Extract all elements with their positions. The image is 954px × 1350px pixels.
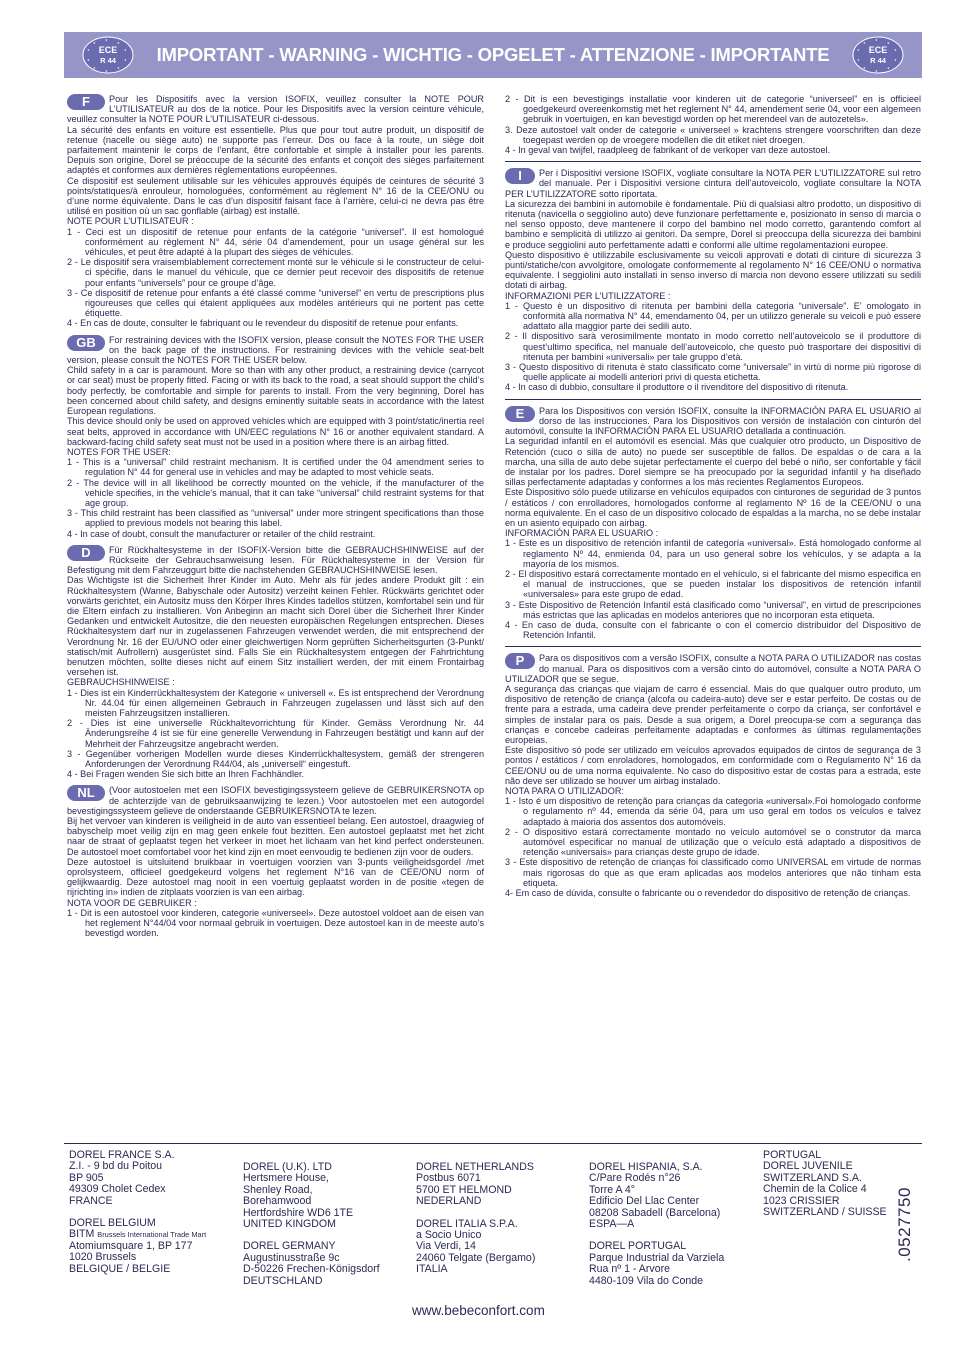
address-line: 4480-109 Vila do Conde	[589, 1274, 704, 1287]
svg-text:★: ★	[105, 38, 108, 42]
svg-text:★: ★	[875, 38, 878, 42]
address-line: DOREL (U.K). LTD	[243, 1161, 332, 1173]
list-item: 3 - Este dispositivo de retenção de crianças foi classificado como UNIVERSAL em virtude de normas mais rigorosas do que as que eram aplicadas aos modelos anteriores que não tinham esta etiqueta.	[505, 857, 921, 888]
svg-text:★: ★	[894, 48, 897, 52]
address-line: C/Pare Rodés n°26	[589, 1172, 681, 1185]
document-reference: .0527750	[895, 1187, 914, 1262]
ece-badge-line2: R 44	[870, 56, 886, 65]
address-line: Postbus 6071	[416, 1172, 481, 1185]
list-item: 1 - Dies ist ein Kinderrückhaltesystem der Kategorie « universell «. Es ist entsprechend der Verordnung Nr. 44.04 für einen allgemeinen Gebrauch in Fahrzeugen zugelassen und lässt sich auf den meisten Fahrzeugsitzen installieren.	[67, 687, 484, 718]
list-item: 1 - This is a “universal” child restraint mechanism. It is certified under the 04 amendment series to regulation N° 44 for general use in vehicles and may be adapted to most vehicle seats.	[67, 457, 484, 478]
section-paragraph: La seguridad infantil en el automóvil es esencial. Más que cualquier otro producto, un Dispositivo de Retención (cuco o silla de auto) no puede ser susceptible de fallos. De espaldas o de cara a la marcha, una silla de auto debe sujetar perfectamente el cuerpo del bebé o niño, ser confortable y fácil de instalar por los padres. Dorel siempre se ha preocupado por la seguridad infantil y ha diseñado sillas perfectamente adaptadas y conformes a los más recientes Reglamentos Europeos.	[505, 436, 921, 488]
list-item: 3 - This child restraint has been classified as “universal” under more stringent specifications than those applied to previous models not bearing this label.	[67, 508, 484, 529]
language-badge-gb: GB	[67, 335, 105, 351]
list-item: 3 - Questo dispositivo di ritenuta è stato classificato come “universale” in virtù di norme più rigorose di quelle applicate ai modelli anteriori privi di questa etichetta.	[505, 362, 921, 383]
address-line: UNITED KINGDOM	[243, 1218, 336, 1231]
section-paragraph: La sicurezza dei bambini in automobile è fondamentale. Più di qualsiasi altro prodotto, un dispositivo di ritenuta (navicella o seggiolino auto) deve funzionare perfettamente e, posizionato in senso di marcia o nel senso opposto, deve mantenere il corpo del bambino nel modo corretto, garantendo comfort al bambino e semplicità di utilizzo ai genitori. Da sempre, Dorel si preoccupa della sicurezza dei bambini e produce seggiolini auto perfettamente adatti e conformi alle ultime regolamentazioni europee.	[505, 198, 921, 250]
list-item: 2 - Dies ist eine universelle Rückhaltevorrichtung für Kinder. Gemäss Verordnung Nr. 44 Änderungsreihe 4 ist sie für eine generelle Verwendung in Fahrzeugen bestätigt und kann auf der Mehrheit der Fahrzeugsitze angebracht werden.	[67, 718, 484, 749]
svg-text:★: ★	[887, 66, 890, 70]
svg-text:★: ★	[857, 58, 860, 62]
language-badge-pt: P	[505, 653, 535, 669]
list-item: 3 - Gegenüber vorherigen Modellen wurde dieses Kinderrückhaltesystem, gemäß der strengeren Anforderungen der Verordnung R44/04, als „universell“ eingestuft.	[67, 748, 484, 769]
address-bitm-small: Brussels International Trade Mart	[97, 1230, 207, 1240]
address-line: a Socio Unico	[416, 1229, 482, 1242]
page-title: IMPORTANT - WARNING - WICHTIG - OPGELET - ATTENZIONE - IMPORTANTE	[156, 44, 830, 65]
address-line: Chemin de la Colice 4	[763, 1183, 867, 1196]
address-bitm: BITM	[69, 1228, 95, 1241]
section-intro: Für Rückhaltesysteme in der ISOFIX-Version bitte die GEBRAUCHSHINWEISE auf der Rückseite der Gebrauchsanweisung lesen. Für Rückhaltesysteme in der Version für Befestigung mit dem Fahrzeuggurt bitte die nachstehenden GEBRAUCHSHINWEISE lesen.	[67, 544, 484, 576]
section-divider	[505, 399, 921, 400]
address-line: Parque Industrial da Varziela	[589, 1251, 725, 1264]
ece-badge-line1: ECE	[98, 45, 118, 55]
list-item: 2 - O dispositivo estará correctamente montado no veículo automóvel se o construtor da marca automóvel especificar no manual de utilização que o veículo está adaptado a dispositivos de retenção «universais» para crianças deste grupo de idade.	[505, 826, 921, 858]
section-de	[67, 545, 484, 780]
right-column	[505, 94, 921, 904]
website-link[interactable]: www.bebeconfort.com	[412, 1303, 545, 1318]
list-item: 4 - En cas de doute, consulter le fabriquant ou le revendeur du dispositif de retenue pour enfants.	[67, 318, 459, 329]
svg-text:★: ★	[93, 66, 96, 70]
section-nl	[67, 785, 484, 938]
svg-text:★: ★	[117, 66, 120, 70]
address-block-switzerland	[763, 1150, 913, 1218]
address-line: 49309 Cholet Cedex	[69, 1183, 166, 1196]
list-item: 4 - Bei Fragen wenden Sie sich bitte an Ihren Fachhändler.	[67, 769, 305, 780]
list-item: 3. Deze autostoel valt onder de categorie « universeel » krachtens strengere voorschriften dan deze toegepast werden op de vroegere modellen die dit etiket niet droegen.	[505, 124, 921, 145]
list-item: 4 - En caso de duda, consulte con el fabricante o con el comercio distribuidor del Dispositivo de Retención Infantil.	[505, 619, 921, 641]
address-line: NEDERLAND	[416, 1195, 482, 1208]
section-paragraph: Este dispositivo só pode ser utilizado em veículos aprovados equipados de cintos de segurança de 3 pontos / estáticos / com enroladores, homologados, em conformidade com o Regulamento N° 16 da CEE/ONU ou de uma norma equivalente. No caso do dispositivo estar de costas para a estrada, este não deve ser utilizado se houver um airbag instalado.	[505, 745, 921, 786]
svg-text:★: ★	[124, 58, 127, 62]
address-line: BP 905	[69, 1171, 104, 1184]
address-line: DOREL HISPANIA, S.A.	[589, 1161, 703, 1173]
address-line: Via Verdi, 14	[416, 1240, 476, 1253]
section-heading: NOTE POUR L’UTILISATEUR :	[67, 216, 194, 227]
address-line: Rua nº 1 - Arvore	[589, 1263, 671, 1276]
svg-text:★: ★	[124, 48, 127, 52]
address-line: Borehamwood	[243, 1195, 312, 1208]
list-item: 2 - Il dispositivo sarà verosimilmente montato in modo corretto nell’autoveicolo se il produttore di quest’ultimo specifica, nel manuale dell’autoveicolo, che questo può trasportare dei dispositivi di ritenuta per bambini «universali» per tale gruppo d’età.	[505, 331, 921, 362]
address-line: Z.I. - 9 bd du Poitou	[69, 1160, 163, 1173]
address-line: Augustinusstraße 9c	[243, 1251, 340, 1264]
language-badge-es: E	[505, 406, 535, 422]
address-line: 24060 Telgate (Bergamo)	[416, 1251, 536, 1264]
ece-r44-badge-icon	[82, 36, 134, 74]
list-item: 1 - Dit is een autostoel voor kinderen, categorie «universeel». Deze autostoel voldoet aan de eisen van het reglement N°44/04 voor normaal gebruik in voertuigen. Deze autostoel kan in de meeste auto’s bevestigd worden.	[67, 907, 484, 939]
list-item: 2 - The device will in all likelihood be correctly mounted on the vehicle, if the manufacturer of the vehicle specifies, in the vehicle’s manual, that it can take “universal” child restraint systems for that age group.	[67, 477, 484, 508]
address-line: DEUTSCHLAND	[243, 1274, 323, 1287]
language-badge-fr: F	[67, 94, 105, 110]
address-line: DOREL BELGIUM	[69, 1217, 156, 1230]
section-intro: Pour les Dispositifs avec la version ISOFIX, veuillez consulter la NOTE POUR L’UTILISATEUR au dos de la notice. Pour les Dispositifs avec la version ceinture véhicule, veuillez consulter la NOTE POUR L’UTILISATEUR ci-dessous.	[67, 94, 484, 125]
section-fr	[67, 94, 484, 329]
list-item: 3 - Ce dispositif de retenue pour enfants a été classé comme “universel” en vertu de prescriptions plus rigoureuses que celles qui étaient appliquées aux modèles antérieurs qui ne portent pas cette étiquette.	[67, 287, 484, 319]
section-heading: NOTA PARA O UTILIZADOR:	[505, 786, 624, 796]
section-it	[505, 168, 921, 392]
section-heading: NOTES FOR THE USER:	[67, 446, 171, 457]
list-item: 2 - El dispositivo estará correctamente montado en el vehículo, si el fabricante del mismo especifica en el manual de instrucciones, que se pueden instalar los dispositivos de retención infantil «universales» para este grupo de edad.	[505, 568, 921, 600]
section-heading: INFORMACIÓN PARA EL USUARIO :	[505, 528, 659, 539]
list-item: 1 - Isto é um dispositivo de retenção para crianças da categoria «universal».Foi homologado conforme o regulamento nº 44, emenda da série 04, para um uso geral em todos os veículos e talvez adaptado à maioria dos assentos dos automóveis.	[505, 796, 921, 827]
address-line: Hertsmere House,	[243, 1172, 329, 1185]
language-badge-it: I	[505, 168, 535, 184]
section-paragraph: Ce dispositif est seulement utilisable sur les véhicules approuvés équipés de ceintures de sécurité 3 points/statiques/à enrouleur, homologuées, conformément au règlement N° 16 de la CEE/ONU ou d’une norme équivalente. Dans le cas d’un dispositif faisant face à l’arrière, celui-ci ne devra pas être utilisé en position où un sac gonflable (airbag) est installé.	[67, 175, 484, 217]
address-line: DOREL PORTUGAL	[589, 1240, 687, 1253]
section-intro: (Voor autostoelen met een ISOFIX bevestigingssysteem gelieve de GEBRUIKERSNOTA op de achterzijde van de gebruiksaanwijzing te lezen.) Voor autostoelen met een autogordel bevestigingssysteem gelieve de onderstaande GEBRUIKERSNOTA te lezen.	[67, 785, 484, 816]
section-paragraph: A segurança das crianças que viajam de carro é essencial. Mais do que qualquer outro produto, um dispositivo de retenção de criança (alcofa ou cadeira-auto) deve ser e estar perfeito. De costas ou de frente para a estrada, uma cadeira deve prender perfeitamente o corpo da criança, ser confortável e simples de instalar para os pais. Desde a sua origem, a Dorel preocupa-se com a segurança das crianças e concebe cadeiras perfeitamente adaptadas e conformes às últimas regulamentações europeias.	[505, 683, 921, 745]
address-line: DOREL FRANCE S.A.	[69, 1149, 175, 1161]
address-line: SWITZERLAND S.A.	[763, 1171, 862, 1184]
list-item: 1 - Ceci est un dispositif de retenue pour enfants de la catégorie “universel”. Il est homologué conformément au règlement N° 44, série 04 d’amendement, pour un usage général sur les véhicules, et peut être adapté à la plupart des sièges de véhicules.	[67, 226, 484, 258]
address-block-netherlands-italy	[416, 1162, 586, 1276]
address-line: BELGIQUE / BELGIE	[69, 1262, 171, 1275]
section-paragraph: Bij het vervoer van kinderen is veiligheid in de auto van essentieel belang. Een autostoel, draagwieg of babyschelp moet veilig zijn en mag geen enkele fout bezitten. Een autostoel geplaatst met het zicht naar de straat of geplaatst tegen het verkeer in moet het lichaam van het kind perfect ondersteunen. De autostoel moet comfortabel voor het kind zijn en moet eenvoudig te bedienen zijn voor de ouders.	[67, 816, 484, 857]
list-item: 3 - Este Dispositivo de Retención Infantil está clasificado como “universal”, en virtud de prescripciones más estrictas que las aplicadas en modelos anteriores que no incorporan esta etiqueta.	[505, 599, 921, 620]
section-divider	[505, 646, 921, 647]
section-paragraph: Deze autostoel is uitsluitend bruikbaar in voertuigen voorzien van 3-punts veiligheidsgordel /met oprolsysteem, officieel goedgekeurd volgens het reglement N°16 van de CEE/ONU norm of gelijkwaardig. Deze autostoel mag nooit in een voertuig geplaatst worden in de positie «tegen de rijrichting in» indien de zitplaats voorzien is van een airbag.	[67, 856, 484, 898]
svg-text:★: ★	[863, 41, 866, 45]
section-nl-continued	[505, 94, 921, 155]
address-line: DOREL JUVENILE	[763, 1160, 853, 1173]
address-line: DOREL GERMANY	[243, 1240, 336, 1253]
section-gb	[67, 335, 484, 539]
address-line: 5700 ET HELMOND	[416, 1183, 512, 1196]
address-line: D-50226 Frechen-Königsdorf	[243, 1263, 380, 1276]
section-paragraph: This device should only be used on approved vehicles which are equipped with 3 point/static/inertia reel seat belts, approved in accordance with UN/EEC regulations N° 16 or another equivalent standard. A backward-facing child safety seat must not be used in a position where there is an airbag fitted.	[67, 416, 484, 447]
svg-text:★: ★	[117, 41, 120, 45]
section-heading: NOTA VOOR DE GEBRUIKER :	[67, 897, 197, 908]
section-divider	[505, 161, 921, 162]
list-item: 4 - In case of doubt, consult the manufacturer or retailer of the child restraint.	[67, 528, 376, 539]
svg-text:★: ★	[894, 58, 897, 62]
header-banner	[64, 32, 922, 78]
language-badge-nl: NL	[67, 785, 105, 801]
address-line: PORTUGAL	[763, 1149, 822, 1161]
section-paragraph: Das Wichtigste ist die Sicherheit Ihrer Kinder im Auto. Mehr als für jedes andere Produkt gilt : ein Rückhaltesystem (Wanne, Babyschale oder Autositz) verzeiht keinen Fehler. Rückwärts gerichtet oder vorwärts gerichtet, ein Autositz muss den Körper Ihres Kindes tadellos stützen, komfortabel sein und für die Eltern einfach zu installieren. Von Anbeginn an macht sich Dorel über die Sicherheit Ihrer Kinder Gedanken und entwickelt Autositze, die den neuesten europäischen Regelungen entsprechen. Dieses Rückhaltesystem darf nur in zugelassenen Fahrzeugen verwendet werden, die mit entsprechend der Verordnung Nr. 16 der EU/UNO oder einer gleichwertigen Norm geprüften Sicherheitsgurten (3-Punkt/ statisch/mit Aufrollern) ausgerüstet sind. Falls Sie ein Rückhaltesystem entgegen der Fahrtrichtung benutzen möchten, sollte dieses nicht auf einem Sitz installiert werden, der mit einem Frontairbag versehen ist.	[67, 575, 484, 678]
left-column	[67, 94, 484, 944]
section-paragraph: Este Dispositivo sólo puede utilizarse en vehículos equipados con cinturones de seguridad de 3 puntos / estáticos / con enrolladores, homologados conforme al reglamento Nº 16 de la CEE/ONU o una norma equivalente. En el caso de un dispositivo colocado de espaldas a la marcha, no se debe instalar en un asiento equipado con airbag.	[505, 487, 921, 528]
address-line: Edificio Del Llac Center	[589, 1195, 700, 1208]
svg-text:★: ★	[857, 48, 860, 52]
address-line: Atomiumsquare 1, BP 177	[69, 1239, 193, 1252]
address-line: 1020 Brussels	[69, 1251, 137, 1264]
address-line: ITALIA	[416, 1263, 448, 1276]
svg-text:★: ★	[87, 58, 90, 62]
svg-text:★: ★	[105, 69, 108, 73]
svg-text:★: ★	[93, 41, 96, 45]
section-intro: Para os dispositivos com a versão ISOFIX, consulte a NOTA PARA O UTILIZADOR nas costas do manual. Para os dispositivos com a versão cinto do automóvel, consulte a NOTA PARA O UTILIZADOR que se segue.	[505, 653, 921, 684]
list-item: 4- Em caso de dúvida, consulte o fabricante ou o revendedor do dispositivo de retenção de crianças.	[505, 888, 911, 899]
svg-text:★: ★	[863, 66, 866, 70]
svg-text:★: ★	[87, 48, 90, 52]
list-item: 2 - Dit is een bevestigings installatie voor kinderen uit de categorie “universeel” en is officieel goedgekeurd overeenkomstig met het reglement N° 44, amendement serie 04, voor een algemeen gebruik in voertuigen, en kan bevestigd worden op het merendeel van de autozetels».	[505, 94, 921, 125]
ece-badge-line2: R 44	[100, 56, 116, 65]
ece-badge-line1: ECE	[868, 45, 888, 55]
section-heading: INFORMAZIONI PER L’UTILIZZATORE :	[505, 290, 671, 301]
address-line: SWITZERLAND / SUISSE	[763, 1206, 887, 1219]
address-block-france-belgium	[69, 1150, 239, 1275]
address-line: ESPA—A	[589, 1218, 635, 1231]
ece-r44-badge-icon	[852, 36, 904, 74]
list-item: 1 - Este es un dispositivo de retención infantil de categoría «universal». Está homologado conforme al reglamento Nº 44, enmienda 04, para un uso general sobre los vehículos, y se adapta a la mayoría de los mismos.	[505, 538, 921, 569]
address-block-uk-germany	[243, 1162, 413, 1287]
address-line: FRANCE	[69, 1194, 113, 1207]
section-heading: GEBRAUCHSHINWEISE :	[67, 677, 175, 688]
address-line: Shenley Road,	[243, 1183, 313, 1196]
section-intro: Para los Dispositivos con versión ISOFIX, consulte la INFORMACIÓN PARA EL USUARIO al dorso de las instrucciones. Para los Dispositivos con versión de instalación con cinturón del automóvil, consulte la INFORMACIÓN PARA EL USUARIO detallada a continuación.	[505, 405, 921, 437]
address-line: Hertfordshire WD6 1TE	[243, 1206, 354, 1219]
list-item: 2 - Le dispositif sera vraisemblablement correctement monté sur le véhicule si le constructeur de celui-ci spécifie, dans le manuel du véhicule, que ce dernier peut recevoir des dispositifs de retenue pour enfants “universels” pour ce groupe d’âge.	[67, 257, 484, 288]
list-item: 1 - Questo è un dispositivo di ritenuta per bambini della categoria “universale”. E’ omologato in conformità alla normativa N° 44, emendamento 04, per un utilizzo generale su veicoli e può essere adattato alla maggior parte dei sedili auto.	[505, 300, 921, 332]
address-line: Torre A 4°	[589, 1183, 636, 1196]
address-line: DOREL ITALIA S.P.A.	[416, 1217, 518, 1230]
language-badge-de: D	[67, 545, 105, 561]
section-pt	[505, 653, 921, 898]
list-item: 4 - In geval van twijfel, raadpleeg de fabrikant of de verkoper van deze autostoel.	[505, 145, 831, 156]
section-intro: Per i Dispositivi versione ISOFIX, vogliate consultare la NOTA PER L’UTILIZZATORE sul retro del manuale. Per i Dispositivi versione cintura dell’autoveicolo, vogliate consultare la NOTA PER L’UTILIZZATORE sotto riportata.	[505, 168, 921, 199]
address-line: 08208 Sabadell (Barcelona)	[589, 1206, 721, 1219]
section-intro: For restraining devices with the ISOFIX version, please consult the NOTES FOR THE USER on the back page of the instructions. For restraining devices with the vehicle seat-belt version, please consult the NOTES FOR THE USER below.	[67, 334, 484, 366]
svg-text:★: ★	[887, 41, 890, 45]
list-item: 4 - In caso di dubbio, consultare il produttore o il rivenditore del dispositivo di ritenuta.	[505, 382, 849, 393]
address-line: 1023 CRISSIER	[763, 1194, 840, 1207]
address-line: DOREL NETHERLANDS	[416, 1161, 534, 1173]
section-paragraph: Child safety in a car is paramount. More so than with any other product, a restraining device (carrycot or car seat) must be properly fitted. Facing or with its back to the road, a seat should support the child’s body perfectly, be comfortable and simple for parents to install. From the very beginning, Dorel has been concerned about child safety, and designs eminently suitable seats in accordance with the latest European regulations.	[67, 365, 484, 417]
footer-divider	[64, 1143, 922, 1144]
section-paragraph: La sécurité des enfants en voiture est essentielle. Plus que pour tout autre produit, un dispositif de retenue (nacelle ou siège auto) ne supporte pas l’erreur. Dos ou face à la route, un siège doit parfaitement maintenir le corps de l’enfant, être confortable et simple à installer pour les parents. Depuis son origine, Dorel se préoccupe de la sécurité des enfants et conçoit des sièges parfaitement adaptés et conformes aux dernières réglementations européennes.	[67, 124, 484, 176]
section-paragraph: Questo dispositivo è utilizzabile esclusivamente su veicoli approvati e dotati di cinture di sicurezza 3 punti/statiche/con avvolgitore, omologate conformemente al regolamento N° 16 CEE/ONU o normativa equivalente. I seggiolini auto installati in senso inverso di marcia non devono essere utilizzati su sedili dotati di airbag.	[505, 249, 921, 291]
section-es	[505, 406, 921, 641]
address-block-spain-portugal	[589, 1162, 761, 1287]
svg-text:★: ★	[875, 69, 878, 73]
